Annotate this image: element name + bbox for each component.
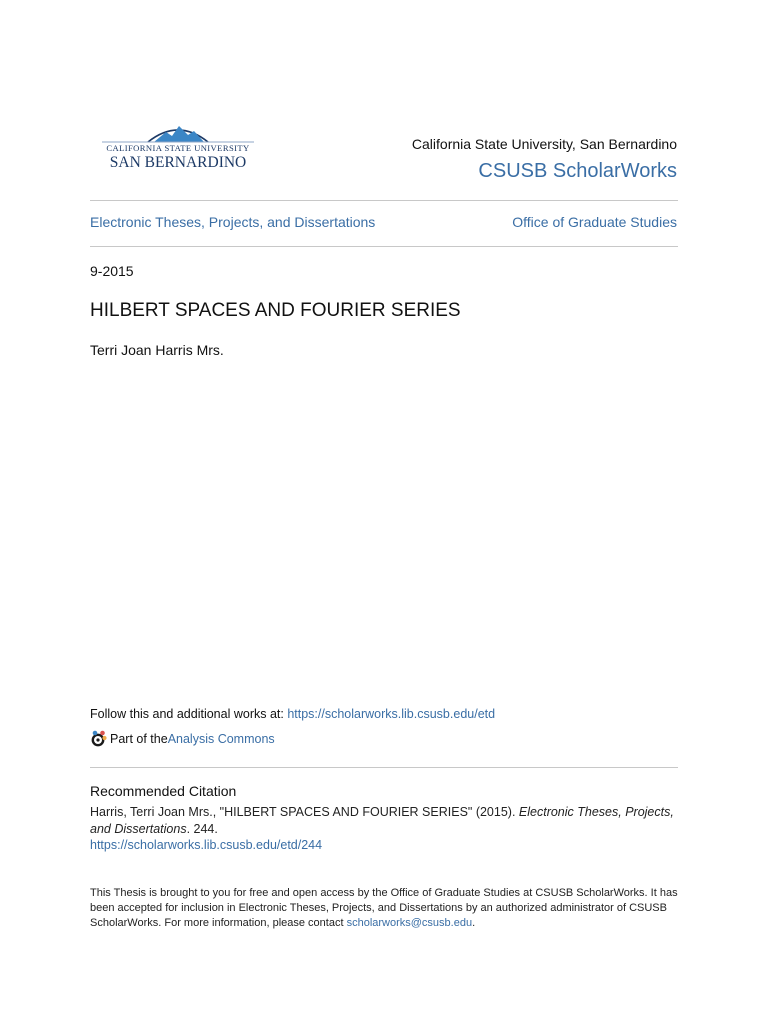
follow-line <box>90 707 495 721</box>
access-note-end: . <box>472 917 476 929</box>
analysis-commons-link[interactable]: Analysis Commons <box>167 732 275 746</box>
mountain-logo-icon <box>100 120 256 172</box>
access-note-text: This Thesis is brought to you for free and open access by the Office of Graduate Studies at CSUSB ScholarWorks. It has been accepted for inclusion in Electronic Theses, Projects, and Dissertations by an authorized administrator of CSUSB ScholarWorks. For more information, please contact <box>90 887 678 929</box>
author-name: Terri Joan Harris Mrs. <box>90 342 224 358</box>
svg-text:CALIFORNIA STATE UNIVERSITY: CALIFORNIA STATE UNIVERSITY <box>106 143 250 153</box>
citation-plain: Harris, Terri Joan Mrs., "HILBERT SPACES AND FOURIER SERIES" (2015). <box>90 805 519 819</box>
citation-url-link[interactable]: https://scholarworks.lib.csusb.edu/etd/244 <box>90 838 323 852</box>
part-of-label: Part of the <box>110 732 168 746</box>
csusb-logo[interactable] <box>100 120 256 172</box>
publication-date: 9-2015 <box>90 263 134 279</box>
citation-suffix: . 244. <box>186 822 218 836</box>
commons-network-icon <box>90 730 108 748</box>
institution-block <box>412 136 677 183</box>
contact-email-link[interactable]: scholarworks@csusb.edu <box>346 917 473 929</box>
citation-text <box>90 804 682 838</box>
follow-url-link[interactable]: https://scholarworks.lib.csusb.edu/etd <box>287 707 496 721</box>
access-note <box>90 886 680 931</box>
document-title: HILBERT SPACES AND FOURIER SERIES <box>90 300 461 321</box>
citation-heading: Recommended Citation <box>90 783 237 799</box>
divider <box>90 767 678 768</box>
divider <box>90 200 678 201</box>
collection-link[interactable]: Electronic Theses, Projects, and Dissertations <box>90 214 376 230</box>
part-of-line <box>90 730 275 748</box>
office-link[interactable]: Office of Graduate Studies <box>512 214 677 230</box>
repository-link[interactable]: CSUSB ScholarWorks <box>478 160 677 182</box>
divider <box>90 246 678 247</box>
svg-text:SAN BERNARDINO: SAN BERNARDINO <box>109 154 247 171</box>
institution-name: California State University, San Bernardino <box>411 136 677 152</box>
citation-collection: Electronic Theses, Projects, and Dissertations <box>90 805 674 836</box>
follow-label: Follow this and additional works at: <box>90 707 288 721</box>
